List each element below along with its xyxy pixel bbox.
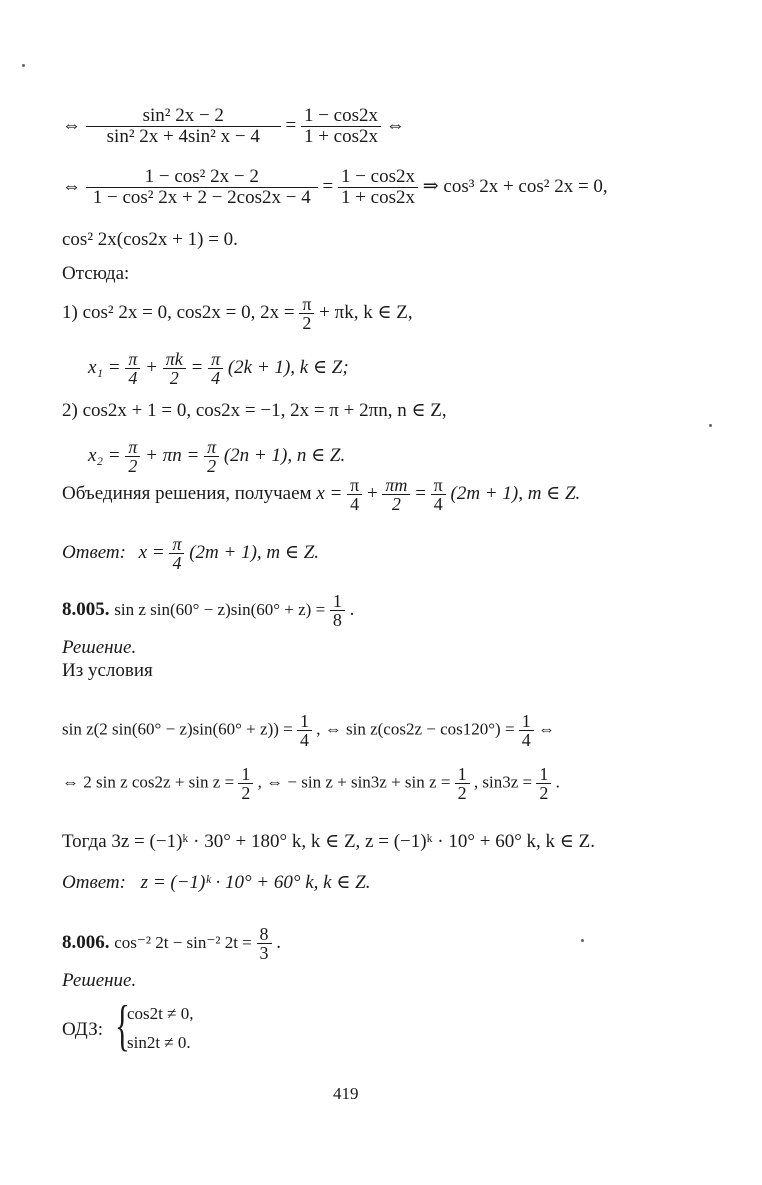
text: Объединяя решения, получаем <box>62 482 312 504</box>
denominator: 4 <box>172 553 182 573</box>
denominator: 1 − cos² 2x + 2 − 2cos2x − 4 <box>92 187 311 208</box>
fraction <box>301 106 381 147</box>
expression: , sin3z = <box>473 772 533 792</box>
equation-line-15 <box>62 765 560 802</box>
scan-speck <box>22 64 25 67</box>
fraction <box>519 712 534 749</box>
scan-speck <box>709 424 712 427</box>
numerator: 1 − cos2x <box>301 106 381 127</box>
expression: (2m + 1), m ∈ Z. <box>450 482 581 504</box>
fraction <box>536 765 551 802</box>
numerator: 1 − cos2x <box>338 167 418 188</box>
numerator: 1 <box>519 712 534 731</box>
odz-condition-1: cos2t ≠ 0, <box>127 1004 194 1023</box>
fraction <box>330 592 345 629</box>
solution-heading: Решение. <box>62 637 137 658</box>
numerator: 1 <box>330 592 345 611</box>
denominator: 4 <box>521 730 531 750</box>
numerator: π <box>299 295 314 314</box>
numerator: π <box>204 438 219 457</box>
denominator: 4 <box>350 494 360 514</box>
fraction <box>125 350 140 387</box>
answer-line-2 <box>62 872 370 894</box>
numerator: 8 <box>257 925 272 944</box>
numerator: π <box>431 476 446 495</box>
x1-solution-line <box>88 350 349 387</box>
answer-line-1 <box>62 535 319 572</box>
combined-solution-line <box>62 476 580 513</box>
odz-condition-2: sin2t ≠ 0. <box>127 1033 191 1052</box>
case-1-line <box>62 295 413 332</box>
then-line: Тогда 3z = (−1)ᵏ · 30° + 180° k, k ∈ Z, z = (−1)ᵏ · 10° + 60° k, k ∈ Z. <box>62 831 595 852</box>
scan-speck <box>581 939 584 942</box>
fraction <box>238 765 253 802</box>
equation-line-3: cos² 2x(cos2x + 1) = 0. <box>62 229 238 250</box>
equation-line-2 <box>62 167 608 208</box>
answer-label: Ответ: <box>62 872 126 893</box>
fraction <box>86 167 318 208</box>
expression: ⇔ 2 sin z cos2z + sin z = <box>62 772 235 792</box>
denominator: 4 <box>299 730 309 750</box>
equation-tail: ⇒ cos³ 2x + cos² 2x = 0, <box>422 175 608 197</box>
denominator: 4 <box>211 368 221 388</box>
expression: . <box>349 598 355 620</box>
expression: + πn = <box>145 444 200 466</box>
equals-sign: = <box>415 482 426 504</box>
case-2-line: 2) cos2x + 1 = 0, cos2x = −1, 2x = π + 2πn, n ∈ Z, <box>62 400 447 421</box>
page-number: 419 <box>333 1084 359 1103</box>
denominator: 2 <box>391 494 401 514</box>
numerator: π <box>169 535 184 554</box>
equation-line-14 <box>62 712 555 749</box>
equals-sign: = <box>285 114 297 136</box>
numerator: 1 <box>238 765 253 784</box>
numerator: 1 <box>297 712 312 731</box>
fraction <box>125 438 140 475</box>
numerator: sin² 2x − 2 <box>86 106 281 127</box>
denominator: 2 <box>241 783 251 803</box>
fraction <box>338 167 418 208</box>
denominator: 2 <box>539 783 549 803</box>
equivalence-symbol: ⇔ <box>62 114 81 136</box>
denominator: 1 + cos2x <box>340 187 416 208</box>
expression: . <box>276 931 282 953</box>
solution-heading: Решение. <box>62 970 137 991</box>
text-from-condition: Из условия <box>62 660 153 681</box>
fraction <box>431 476 446 513</box>
problem-number: 8.006. <box>62 931 110 953</box>
fraction <box>208 350 223 387</box>
expression: (2k + 1), k ∈ Z; <box>227 356 349 378</box>
equivalence-symbol: ⇔ <box>538 719 556 739</box>
odz-label: ОДЗ: <box>62 1019 104 1040</box>
expression: + πk, k ∈ Z, <box>319 301 413 323</box>
fraction <box>297 712 312 749</box>
numerator: 1 <box>455 765 470 784</box>
expression: cos⁻² 2t − sin⁻² 2t = <box>114 932 252 952</box>
denominator: 1 + cos2x <box>303 126 379 147</box>
equivalence-symbol: ⇔ <box>385 114 405 136</box>
numerator: π <box>347 476 362 495</box>
denominator: 4 <box>433 494 443 514</box>
fraction <box>204 438 219 475</box>
expression: x₂ = <box>88 444 121 466</box>
expression: sin z(2 sin(60° − z)sin(60° + z)) = <box>62 719 293 739</box>
numerator: πk <box>163 350 186 369</box>
expression: sin z sin(60° − z)sin(60° + z) = <box>114 599 326 619</box>
expression: (2n + 1), n ∈ Z. <box>223 444 346 466</box>
denominator: 4 <box>128 368 138 388</box>
expression: x = <box>316 482 343 504</box>
numerator: π <box>125 438 140 457</box>
numerator: π <box>125 350 140 369</box>
fraction <box>257 925 272 962</box>
denominator: 2 <box>207 456 217 476</box>
denominator: 2 <box>169 368 179 388</box>
numerator: 1 <box>536 765 551 784</box>
operator: + <box>145 356 158 378</box>
denominator: 2 <box>128 456 138 476</box>
fraction <box>382 476 410 513</box>
equals-sign: = <box>190 356 204 378</box>
numerator: 1 − cos² 2x − 2 <box>86 167 318 188</box>
expression: 1) cos² 2x = 0, cos2x = 0, 2x = <box>62 301 295 323</box>
system-brace: { <box>115 995 130 1057</box>
expression: x = <box>138 541 165 563</box>
problem-8-005 <box>62 592 354 629</box>
operator: + <box>366 482 378 504</box>
fraction <box>169 535 184 572</box>
answer-label: Ответ: <box>62 541 126 563</box>
fraction <box>86 106 281 147</box>
denominator: 3 <box>259 943 269 963</box>
expression: . <box>555 772 560 792</box>
denominator: 2 <box>302 313 312 333</box>
numerator: π <box>208 350 223 369</box>
fraction <box>299 295 314 332</box>
denominator: 8 <box>332 610 342 630</box>
x2-solution-line <box>88 438 345 475</box>
expression: x₁ = <box>88 356 121 378</box>
fraction <box>455 765 470 802</box>
expression: z = (−1)ᵏ · 10° + 60° k, k ∈ Z. <box>140 872 371 893</box>
expression: , ⇔ − sin z + sin3z + sin z = <box>257 772 451 792</box>
equation-line-1 <box>62 106 405 147</box>
expression: , ⇔ sin z(cos2z − cos120°) = <box>316 719 515 739</box>
equals-sign: = <box>322 175 334 197</box>
fraction <box>163 350 186 387</box>
problem-8-006 <box>62 925 281 962</box>
fraction <box>347 476 362 513</box>
expression: (2m + 1), m ∈ Z. <box>189 541 320 563</box>
text-hence: Отсюда: <box>62 263 130 284</box>
problem-number: 8.005. <box>62 598 110 620</box>
numerator: πm <box>382 476 410 495</box>
denominator: sin² 2x + 4sin² x − 4 <box>106 126 260 147</box>
equivalence-symbol: ⇔ <box>62 175 81 197</box>
denominator: 2 <box>457 783 467 803</box>
